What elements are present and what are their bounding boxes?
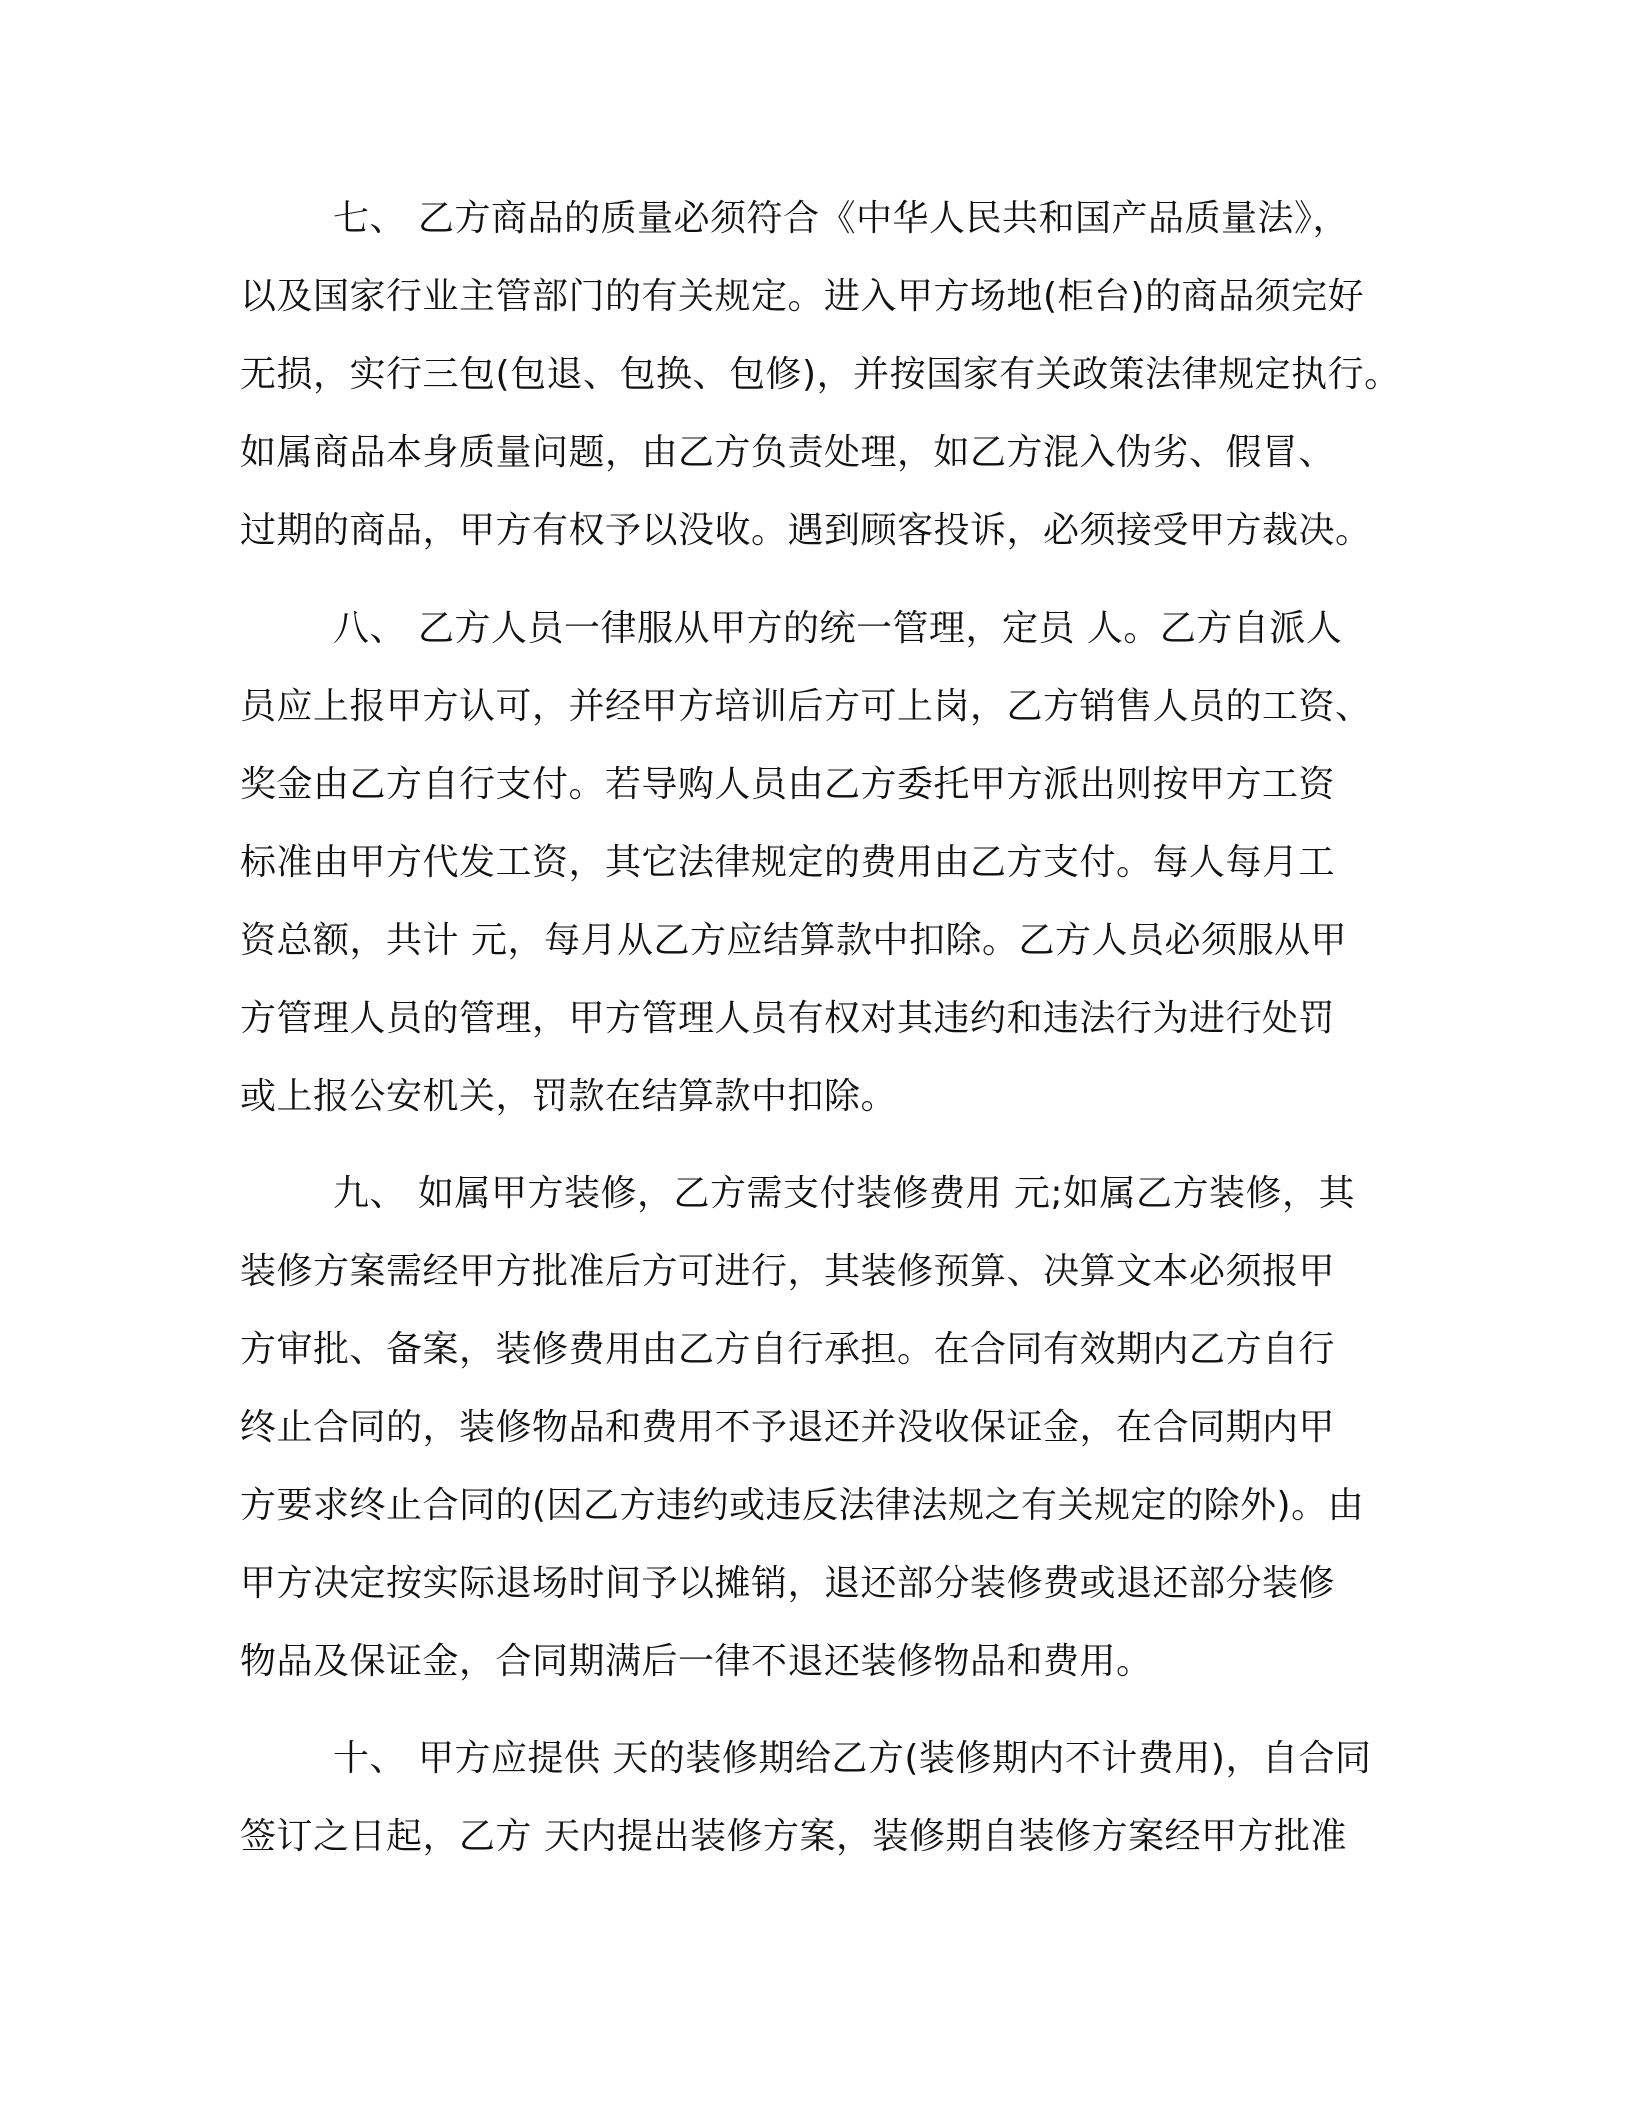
- clause-line: 员应上报甲方认可，并经甲方培训后方可上岗，乙方销售人员的工资、: [240, 686, 1372, 727]
- clause-line: 方管理人员的管理，甲方管理人员有权对其违约和违法行为进行处罚: [240, 998, 1336, 1039]
- clause-line: 过期的商品，甲方有权予以没收。遇到顾客投诉，必须接受甲方裁决。: [240, 510, 1372, 551]
- clause-line: 标准由甲方代发工资，其它法律规定的费用由乙方支付。每人每月工: [240, 842, 1336, 883]
- clause-line: 九、 如属甲方装修，乙方需支付装修费用 元;如属乙方装修，其: [333, 1173, 1356, 1214]
- clause-line: 物品及保证金，合同期满后一律不退还装修物品和费用。: [240, 1641, 1153, 1682]
- clause-line: 终止合同的，装修物品和费用不予退还并没收保证金，在合同期内甲: [240, 1407, 1336, 1448]
- clause-seven: [240, 180, 1400, 570]
- clause-line: 十、 甲方应提供 天的装修期给乙方(装修期内不计费用)，自合同: [333, 1738, 1372, 1779]
- clause-line: 无损，实行三包(包退、包换、包修)，并按国家有关政策法律规定执行。: [240, 354, 1401, 395]
- clause-line: 八、 乙方人员一律服从甲方的统一管理，定员 人。乙方自派人: [333, 608, 1343, 649]
- clause-line: 签订之日起，乙方 天内提出装修方案，装修期自装修方案经甲方批准: [240, 1816, 1347, 1857]
- clause-line: 以及国家行业主管部门的有关规定。进入甲方场地(柜台)的商品须完好: [240, 276, 1365, 317]
- clause-line: 七、 乙方商品的质量必须符合《中华人民共和国产品质量法》，: [333, 198, 1349, 239]
- clause-eight: [240, 590, 1400, 1136]
- clause-line: 资总额，共计 元，每月从乙方应结算款中扣除。乙方人员必须服从甲: [240, 920, 1347, 961]
- clause-line: 装修方案需经甲方批准后方可进行，其装修预算、决算文本必须报甲: [240, 1251, 1336, 1292]
- clause-line: 如属商品本身质量问题，由乙方负责处理，如乙方混入伪劣、假冒、: [240, 432, 1336, 473]
- clause-line: 甲方决定按实际退场时间予以摊销，退还部分装修费或退还部分装修: [240, 1563, 1336, 1604]
- clause-ten: [240, 1720, 1400, 1876]
- clause-line: 或上报公安机关，罚款在结算款中扣除。: [240, 1076, 898, 1117]
- clause-line: 方审批、备案，装修费用由乙方自行承担。在合同有效期内乙方自行: [240, 1329, 1336, 1370]
- clause-line: 方要求终止合同的(因乙方违约或违反法律法规之有关规定的除外)。由: [240, 1485, 1365, 1526]
- clause-line: 奖金由乙方自行支付。若导购人员由乙方委托甲方派出则按甲方工资: [240, 764, 1336, 805]
- clause-nine: [240, 1155, 1400, 1701]
